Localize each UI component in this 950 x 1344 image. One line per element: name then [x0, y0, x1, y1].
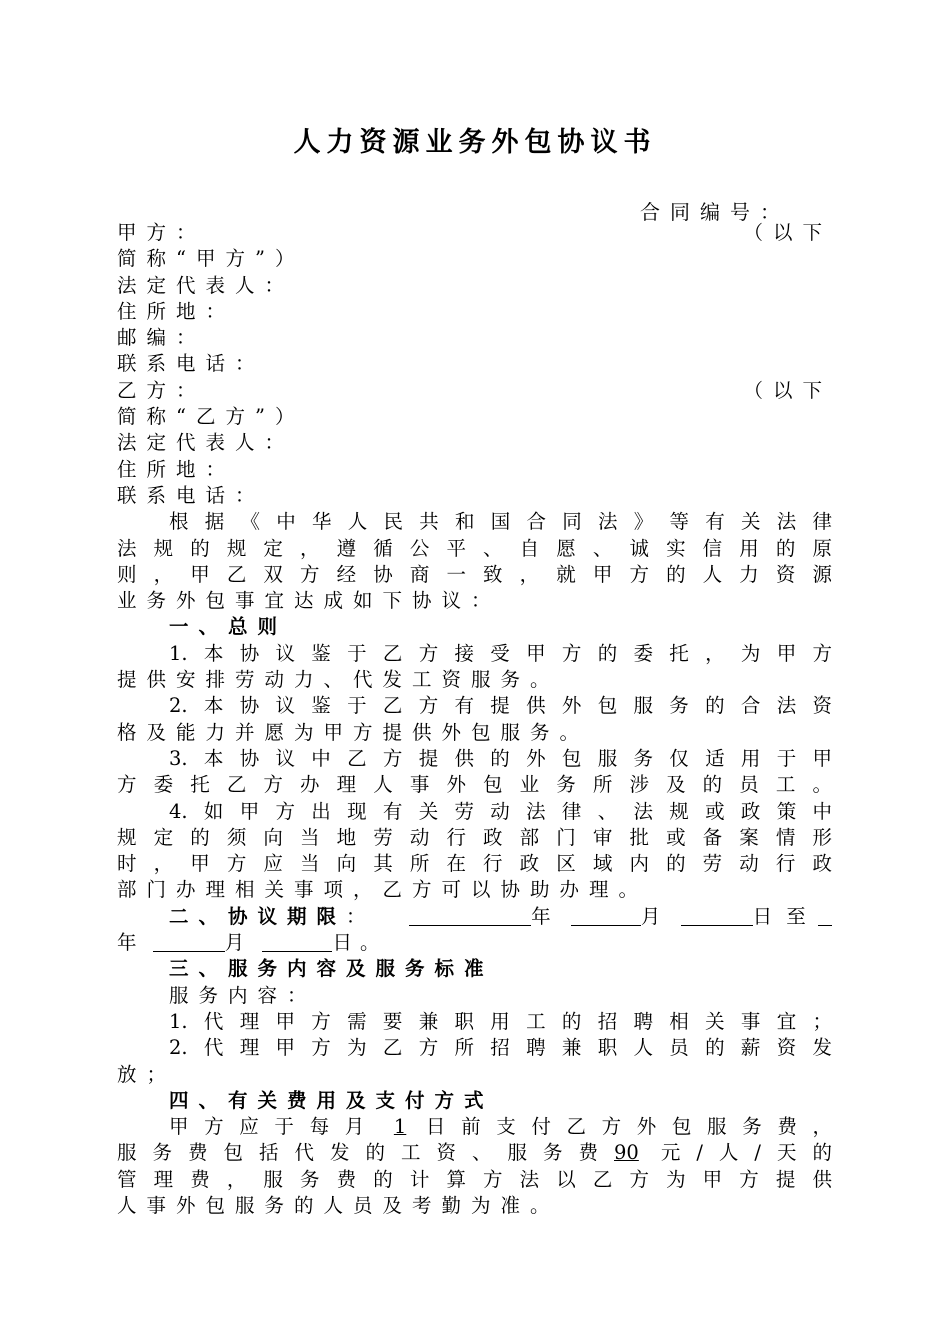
section3-sub: 服务内容： [169, 983, 317, 1007]
party-a-alias-prefix: （以下 [743, 221, 832, 244]
section4-line2-post: 元/人/天的 [644, 1141, 832, 1165]
section1-line: 部门办理相关事项，乙方可以协助办理。 [117, 878, 649, 902]
section3-line: 2​.​代​理​甲​方​为​乙​方​所​招​聘​兼​职​人​员​的​薪​资​发 [169, 1036, 832, 1060]
start-year-blank [409, 905, 531, 926]
end-day-blank [262, 931, 332, 952]
section1-line: 1​.​本​协​议​鉴​于​乙​方​接​受​甲​方​的​委​托​，​为​甲​方 [169, 641, 832, 665]
party-a-postcode: 邮编： [117, 326, 206, 350]
section1-line: 格及能力并愿为甲方提供外包服务。 [117, 720, 590, 744]
section2-colon: ： [346, 904, 376, 928]
preamble-line: 业务外包事宜达成如下协议： [117, 589, 501, 613]
contract-number-label: 合同编号： [640, 200, 790, 224]
section4-line2 [117, 1140, 832, 1166]
party-b-phone: 联系电话： [117, 483, 265, 507]
section2-row-cont [117, 930, 832, 956]
section3-heading: 三、服务内容及服务标准 [169, 957, 494, 981]
to-label: 至 [786, 904, 806, 928]
party-a-alias: 简称“甲方”） [117, 247, 305, 271]
section1-line: 4​.​如​甲​方​出​现​有​关​劳​动​法​律​、​法​规​或​政​策​中 [169, 799, 832, 823]
section4-heading: 四、有关费用及支付方式 [169, 1088, 494, 1112]
end-period: 。 [359, 931, 380, 955]
fee-value: 90 [614, 1141, 639, 1165]
section4-line1 [117, 1114, 832, 1140]
preamble-line: 法​规​的​规​定​，​遵​循​公​平​、​自​愿​、​诚​实​信​用​的​原 [117, 536, 832, 560]
end-year-blank-start [818, 905, 832, 926]
party-a-phone: 联系电话： [117, 352, 265, 376]
end-year-label: 年 [117, 931, 137, 955]
section2-heading: 二、协议期限 [169, 904, 347, 928]
section3-line: 1​.​代​理​甲​方​需​要​兼​职​用​工​的​招​聘​相​关​事​宜​； [169, 1009, 832, 1033]
party-b-legal-rep: 法定代表人： [117, 431, 295, 455]
start-month-label: 月 [640, 904, 661, 928]
section1-line: 提供安排劳动力、代发工资服务。 [117, 668, 560, 692]
end-month-label: 月 [224, 931, 245, 955]
section1-line: 规​定​的​须​向​当​地​劳​动​行​政​部​门​审​批​或​备​案​情​形 [117, 825, 832, 849]
section4-line2-pre: 服务费包括代发的工资、服务费 [117, 1141, 615, 1165]
party-b-label: 乙方： [117, 378, 206, 402]
section2-row [117, 904, 832, 930]
section1-line: 时​，​甲​方​应​当​向​其​所​在​行​政​区​域​内​的​劳​动​行​政 [117, 852, 832, 876]
preamble-line: 根​据​《​中​华​人​民​共​和​国​合​同​法​》​等​有​关​法​律 [169, 510, 832, 534]
section4-line3: 管​理​费​，​服​务​费​的​计​算​方​法​以​乙​方​为​甲​方​提​供 [117, 1167, 832, 1191]
start-day-label: 日 [752, 904, 773, 928]
party-b-row [117, 378, 832, 404]
section4-line1-post: 日前支付乙方外包服务费， [410, 1115, 832, 1139]
party-a-row [117, 220, 832, 246]
party-b-alias-prefix: （以下 [743, 378, 832, 402]
section1-line: 3​.​本​协​议​中​乙​方​提​供​的​外​包​服​务​仅​适​用​于​甲 [169, 746, 832, 770]
preamble-line: 则​，​甲​乙​双​方​经​协​商​一​致​，​就​甲​方​的​人​力​资​源 [117, 562, 832, 586]
party-b-alias: 简称“乙方”） [117, 405, 305, 429]
party-a-address: 住所地： [117, 299, 236, 323]
section3-line: 放； [117, 1062, 177, 1086]
document-body [117, 220, 832, 1219]
pay-day-value: 1 [393, 1115, 407, 1139]
party-a-legal-rep: 法定代表人： [117, 273, 295, 297]
party-a-label: 甲方： [117, 221, 206, 244]
party-b-address: 住所地： [117, 457, 236, 481]
start-day-blank [681, 905, 753, 926]
section1-line: 2​.​本​协​议​鉴​于​乙​方​有​提​供​外​包​服​务​的​合​法​资 [169, 694, 832, 718]
end-day-label: 日 [332, 931, 352, 955]
section1-line: 方​委​托​乙​方​办​理​人​事​外​包​业​务​所​涉​及​的​员​工​。 [117, 773, 832, 797]
section1-heading: 一、总则 [169, 615, 288, 639]
section4-line1-pre: 甲方应于每月 [169, 1115, 380, 1139]
start-month-blank [571, 905, 641, 926]
document-title: 人力资源业务外包协议书 [293, 127, 657, 158]
section4-line4: 人事外包服务的人员及考勤为准。 [117, 1193, 560, 1217]
start-year-label: 年 [531, 904, 551, 928]
end-month-blank [153, 931, 225, 952]
